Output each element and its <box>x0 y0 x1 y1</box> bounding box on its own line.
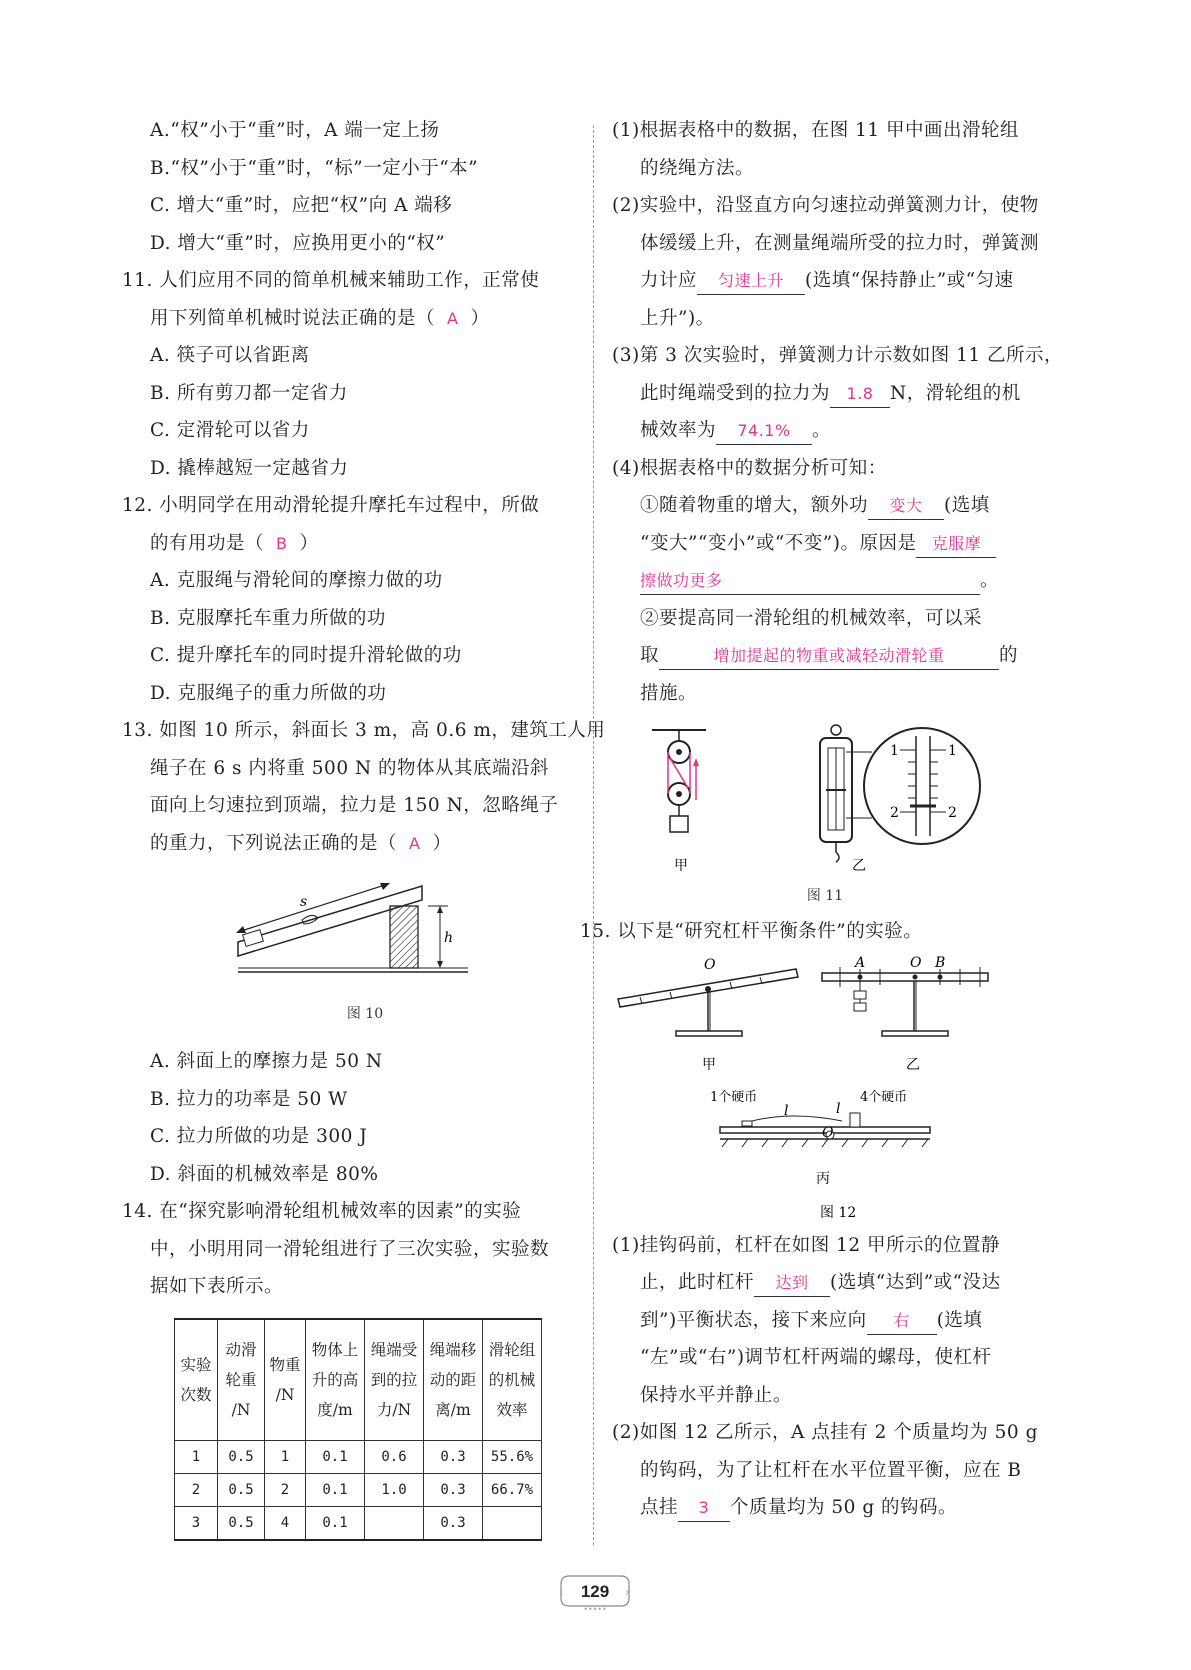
table-row <box>175 1473 542 1506</box>
q14-4-s1-end: 。 <box>980 570 1000 591</box>
figure-12-caption: 图 12 <box>820 1204 857 1221</box>
table-cell: 2 <box>175 1473 218 1506</box>
header-pull-force-text: 绳端受 到的拉 力/N <box>370 1340 418 1419</box>
q14-4-s2-line1: ②要提高同一滑轮组的机械效率，可以采 <box>640 607 983 629</box>
q15-part1 <box>612 1227 1070 1415</box>
fig11-jia-label: 甲 <box>674 858 688 874</box>
figure-12 <box>610 951 1040 1221</box>
table-cell: 4 <box>265 1506 306 1540</box>
q14-4-s1-line3 <box>640 562 1070 600</box>
q14-part4 <box>612 450 1070 713</box>
q14-4-s1-line1 <box>640 487 1070 525</box>
header-rope-distance <box>424 1319 483 1441</box>
fig12-yi-lever <box>822 955 988 1073</box>
table-cell: 0.3 <box>424 1473 483 1506</box>
table-header-row <box>175 1319 542 1441</box>
table-cell: 0.3 <box>424 1506 483 1540</box>
table-hatch <box>842 1139 848 1147</box>
s-arrow-line <box>238 884 388 932</box>
table-hatch <box>782 1139 788 1147</box>
figure-10-caption: 图 10 <box>346 1006 384 1022</box>
q14-3-line2 <box>640 375 1070 413</box>
q15-1-line3 <box>640 1302 1070 1340</box>
h-arrow-down <box>437 961 443 968</box>
table-cell: 0.1 <box>306 1506 365 1540</box>
q13-option-b: B. 拉力的功率是 50 W <box>150 1088 348 1110</box>
q14-1-line2: 的绕绳方法。 <box>640 157 755 179</box>
table-hatch <box>742 1139 748 1147</box>
q14-2-line3 <box>640 262 1070 300</box>
table-hatch <box>802 1139 808 1147</box>
q10-option-c: C. 增大“重”时，应把“权”向 A 端移 <box>150 195 453 216</box>
q15-1-line5: 保持水平并静止。 <box>640 1384 793 1406</box>
q14-4-s2-text: 取 <box>640 645 660 666</box>
s-arrow-head <box>380 883 390 890</box>
header-rise-height-text: 物体上 升的高 度/m <box>311 1340 359 1419</box>
h-label: h <box>444 930 454 946</box>
q11-stem-line1: 11. 人们应用不同的简单机械来辅助工作，正常使 <box>122 270 540 291</box>
q14-3-line3 <box>640 412 1070 450</box>
table-cell <box>483 1506 542 1540</box>
figure-11-caption: 图 11 <box>806 888 844 904</box>
q12-option-d: D. 克服绳子的重力所做的功 <box>150 682 387 704</box>
q15-2-text-post: 个质量均为 50 g 的钩码。 <box>730 1497 958 1518</box>
q15-2-line1: (2)如图 12 乙所示，A 点挂有 2 个质量均为 50 g <box>612 1422 1038 1443</box>
zoom-circle <box>864 728 980 844</box>
header-efficiency-text: 滑轮组 的机械 效率 <box>488 1340 536 1419</box>
header-rope-distance-text: 绳端移 动的距 离/m <box>429 1340 477 1419</box>
q13-stem-text: 的重力，下列说法正确的是（ <box>150 832 398 854</box>
h-arrow-up <box>437 906 443 913</box>
q14-4-s1-post: (选填 <box>944 495 990 516</box>
fig12-B: B <box>935 954 946 971</box>
q14-4-s2-answer-blank: 增加提起的物重或减轻动滑轮重 <box>659 643 999 670</box>
table-cell: 1 <box>175 1440 218 1473</box>
zoom-label-2-left: 2 <box>890 805 899 821</box>
q15-1-answer2-blank: 右 <box>867 1308 937 1335</box>
table-cell: 0.5 <box>218 1440 265 1473</box>
table-row <box>175 1440 542 1473</box>
fixed-pulley-axle <box>676 749 682 755</box>
q14-part1 <box>612 112 1070 187</box>
q13-option-a: A. 斜面上的摩擦力是 50 N <box>150 1051 383 1072</box>
q13-stem-line1: 13. 如图 10 所示，斜面长 3 m，高 0.6 m，建筑工人用 <box>122 720 606 741</box>
q13-close-paren: ） <box>432 832 452 854</box>
q15-1-text2-post: (选填 <box>936 1309 983 1331</box>
table-cell: 66.7% <box>483 1473 542 1506</box>
fig11-yi-label: 乙 <box>852 858 866 874</box>
q11-option-c: C. 定滑轮可以省力 <box>150 420 310 441</box>
stand-base-yi <box>882 1031 948 1036</box>
figure-11 <box>640 718 1070 883</box>
header-pulley-weight-text: 动滑 轮重 /N <box>225 1340 257 1419</box>
q15-title: 15. 以下是“研究杠杆平衡条件”的实验。 <box>580 921 923 942</box>
q12-option-a: A. 克服绳与滑轮间的摩擦力做的功 <box>150 570 443 591</box>
incline-support <box>390 906 418 968</box>
zoom-label-1-right: 1 <box>948 743 957 759</box>
zoom-label-2-right: 2 <box>948 805 957 821</box>
q14-3-text-post: N，滑轮组的机 <box>890 382 1021 404</box>
q15-2-text: 点挂 <box>640 1497 679 1518</box>
table-cell: 1.0 <box>365 1473 424 1506</box>
header-rise-height <box>306 1319 365 1441</box>
pull-arrow-head <box>693 758 699 766</box>
left-column <box>122 112 606 1541</box>
zoom-label-1-left: 1 <box>890 743 899 759</box>
q13-stem-line2: 绳子在 6 s 内将重 500 N 的物体从其底端沿斜 <box>150 757 550 779</box>
figure-10-incline <box>150 862 580 997</box>
table-cell: 0.5 <box>218 1506 265 1540</box>
fig12-bing-label: 丙 <box>816 1170 830 1187</box>
q12-stem-line1: 12. 小明同学在用动滑轮提升摩托车过程中，所做 <box>122 495 540 516</box>
q11-answer: A <box>447 308 459 328</box>
q13-option-c: C. 拉力所做的功是 300 J <box>150 1126 368 1147</box>
question-12 <box>122 487 580 712</box>
q15-2-line2: 的钩码，为了让杠杆在水平位置平衡，应在 B <box>640 1459 1022 1481</box>
load-block <box>670 816 688 832</box>
scale-hook <box>836 842 839 862</box>
label-4-coins: 4个硬币 <box>860 1089 908 1105</box>
q10-options <box>150 112 580 262</box>
l1-arc <box>752 1116 842 1121</box>
q14-4-s1-reason-blank-b: 擦做功更多 <box>640 568 980 595</box>
table-cell: 2 <box>265 1473 306 1506</box>
q15-1-answer1-blank: 达到 <box>754 1270 830 1297</box>
q14-2-answer-blank: 匀速上升 <box>697 268 805 295</box>
weight-1 <box>854 991 866 999</box>
table-hatch <box>722 1139 728 1147</box>
q11-stem-line2 <box>150 300 580 338</box>
q15-1-text-post: (选填“达到”或“没达 <box>830 1272 1001 1293</box>
q15-2-line3 <box>640 1489 1070 1527</box>
q14-2-line2: 体缓缓上升，在测量绳端所受的拉力时，弹簧测 <box>640 232 1040 254</box>
q12-stem-line2 <box>150 525 580 563</box>
right-column <box>580 112 1070 1527</box>
q14-4-s1-line2-text: “变大”“变小”或“不变”)。原因是 <box>640 532 917 554</box>
badge-right-arrow-icon: › <box>625 1585 630 1599</box>
q14-2-text: 力计应 <box>640 270 698 291</box>
q15-2-answer-blank: 3 <box>678 1495 730 1522</box>
q14-3-efficiency-text: 械效率为 <box>640 420 717 441</box>
header-pull-force <box>365 1319 424 1441</box>
q15-1-text: 止，此时杠杆 <box>640 1272 755 1293</box>
coin-1 <box>742 1121 752 1126</box>
q14-3-answer2-blank: 74.1% <box>716 418 812 445</box>
q15-part2 <box>612 1414 1070 1527</box>
fig12-O: O <box>910 954 922 971</box>
table-cell <box>365 1506 424 1540</box>
point-B <box>938 974 943 979</box>
q14-2-line4: 上升”)。 <box>640 307 715 329</box>
q12-close-paren: ） <box>299 532 319 554</box>
q14-4-s1-answer-blank: 变大 <box>868 493 944 520</box>
label-l2: l <box>836 1100 841 1117</box>
page-number: 129 <box>580 1582 610 1601</box>
question-15 <box>580 913 1070 1527</box>
q14-data-table <box>174 1318 542 1541</box>
q13-option-d: D. 斜面的机械效率是 80% <box>150 1163 379 1185</box>
point-A <box>858 974 863 979</box>
incline-object <box>243 930 264 947</box>
movable-pulley-axle <box>676 791 682 797</box>
fig12-jia-label: 甲 <box>702 1056 716 1073</box>
fig12-jia-lever <box>618 957 798 1073</box>
q14-4-s2-post: 的 <box>999 645 1019 666</box>
q14-1-line1: (1)根据表格中的数据，在图 11 甲中画出滑轮组 <box>612 120 1020 141</box>
level-lever <box>822 973 988 981</box>
q11-option-a: A. 筷子可以省距离 <box>150 345 310 366</box>
table-hatch <box>882 1139 888 1147</box>
table-cell: 0.3 <box>424 1440 483 1473</box>
s-label: s <box>300 894 308 910</box>
q13-stem-line3: 面向上匀速拉到顶端，拉力是 150 N，忽略绳子 <box>150 795 559 816</box>
weight-2 <box>854 1003 866 1011</box>
table-cell: 1 <box>265 1440 306 1473</box>
table-cell: 0.1 <box>306 1473 365 1506</box>
fig11-spring-scale <box>820 725 980 874</box>
q14-stem-line2: 中，小明用同一滑轮组进行了三次实验，实验数 <box>150 1238 550 1260</box>
table-hatch <box>862 1139 868 1147</box>
q14-4-s1-text: ①随着物重的增大，额外功 <box>640 495 869 516</box>
q10-option-d: D. 增大“重”时，应换用更小的“权” <box>150 232 446 254</box>
table-row <box>175 1506 542 1540</box>
q14-4-s1-reason-blank-a: 克服摩 <box>916 531 996 558</box>
badge-dots: ••••• <box>583 1605 607 1614</box>
header-efficiency <box>483 1319 542 1441</box>
question-14 <box>122 1193 580 1541</box>
header-object-weight-text: 物重 /N <box>269 1355 301 1404</box>
label-l1: l <box>784 1102 789 1119</box>
q14-4-line1: (4)根据表格中的数据分析可知： <box>612 457 887 479</box>
header-pulley-weight <box>218 1319 265 1441</box>
q11-close-paren: ） <box>470 307 490 329</box>
scale-ring <box>831 725 841 735</box>
q14-3-line1: (3)第 3 次实验时，弹簧测力计示数如图 11 乙所示， <box>612 345 1064 366</box>
q15-1-line1: (1)挂钩码前，杠杆在如图 12 甲所示的位置静 <box>612 1234 1001 1256</box>
table-cell: 0.5 <box>218 1473 265 1506</box>
point-O <box>913 974 918 979</box>
question-13 <box>122 712 606 1193</box>
s-arrow-tail <box>236 926 246 933</box>
q14-3-answer1-blank: 1.8 <box>830 381 890 408</box>
q14-4-s2-line2 <box>640 637 1070 675</box>
q11-stem-text: 用下列简单机械时说法正确的是（ <box>150 307 436 329</box>
q14-2-text-post: (选填“保持静止”或“匀速 <box>805 270 1014 291</box>
q11-option-d: D. 撬棒越短一定越省力 <box>150 457 349 479</box>
q14-2-line1: (2)实验中，沿竖直方向匀速拉动弹簧测力计，使物 <box>612 195 1039 216</box>
coins-4 <box>850 1113 860 1127</box>
q10-option-b: B.“权”小于“重”时，“标”一定小于“本” <box>150 157 479 179</box>
fig11-pulley-system <box>652 730 706 874</box>
q10-option-a: A.“权”小于“重”时，A 端一定上扬 <box>150 120 440 141</box>
q12-option-b: B. 克服摩托车重力所做的功 <box>150 607 386 629</box>
q14-part2 <box>612 187 1070 337</box>
table-hatch <box>902 1139 908 1147</box>
question-11 <box>122 262 580 487</box>
table-hatch <box>762 1139 768 1147</box>
stand-base <box>676 1031 742 1036</box>
q13-answer: A <box>409 833 421 853</box>
q14-4-s1-line2 <box>640 525 1070 563</box>
q14-part3 <box>612 337 1070 450</box>
q14-3-text: 此时绳端受到的拉力为 <box>640 382 831 404</box>
q15-1-line2 <box>640 1264 1070 1302</box>
table-cell: 0.6 <box>365 1440 424 1473</box>
fig12-jia-O: O <box>704 956 716 973</box>
column-divider <box>593 125 594 1545</box>
fig12-A: A <box>855 954 866 971</box>
badge-left-arrow-icon: ‹ <box>559 1585 564 1599</box>
q12-answer: B <box>276 533 288 553</box>
table-cell: 55.6% <box>483 1440 542 1473</box>
q14-stem-line1: 14. 在“探究影响滑轮组机械效率的因素”的实验 <box>122 1201 522 1222</box>
fig12-bing-ruler <box>710 1090 930 1221</box>
q11-option-b: B. 所有剪刀都一定省力 <box>150 382 348 404</box>
table-hatch <box>922 1139 928 1147</box>
header-trial-text: 实验 次数 <box>180 1355 212 1404</box>
label-1-coin: 1个硬币 <box>710 1089 758 1105</box>
q14-stem-line3: 据如下表所示。 <box>150 1276 284 1297</box>
q15-1-line4: “左”或“右”)调节杠杆两端的螺母，使杠杆 <box>640 1347 992 1368</box>
header-object-weight <box>265 1319 306 1441</box>
q14-4-s2-line3: 措施。 <box>640 682 698 704</box>
q13-stem-line4 <box>150 825 580 863</box>
header-trial <box>175 1319 218 1441</box>
q12-stem-text: 的有用功是（ <box>150 532 265 554</box>
q14-3-period: 。 <box>812 420 832 441</box>
table-cell: 3 <box>175 1506 218 1540</box>
table-cell: 0.1 <box>306 1440 365 1473</box>
q15-1-text2: 到”)平衡状态，接下来应向 <box>640 1309 867 1331</box>
label-O-bing: O <box>822 1124 834 1141</box>
fig12-yi-label: 乙 <box>906 1056 920 1073</box>
q12-option-c: C. 提升摩托车的同时提升滑轮做的功 <box>150 645 462 666</box>
